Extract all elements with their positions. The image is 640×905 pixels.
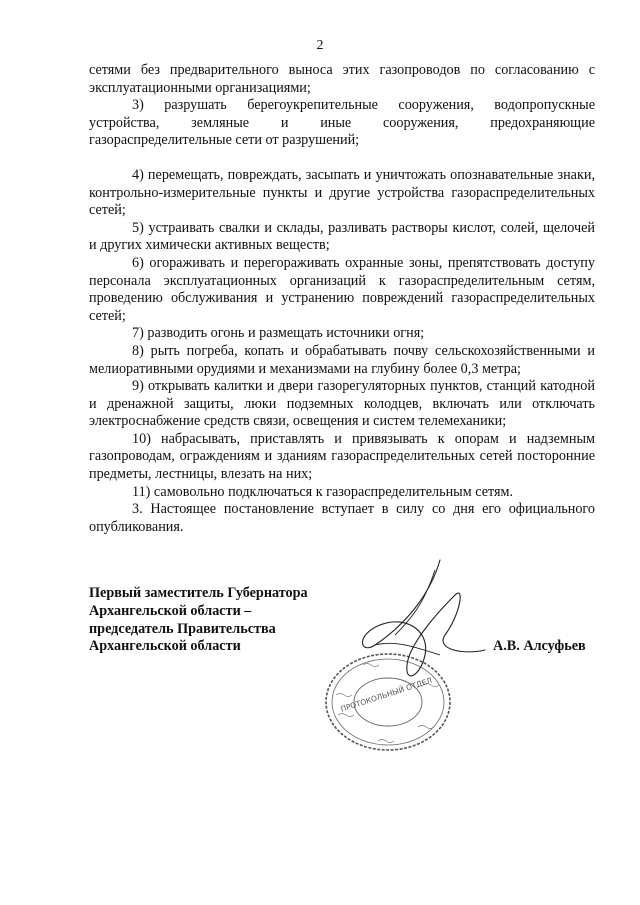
- paragraph-continuation: сетями без предварительного выноса этих газопроводов по согласованию с эксплуатационными организациями;: [89, 62, 595, 96]
- paragraph-item-4: 4) перемещать, повреждать, засыпать и уничтожать опознавательные знаки, контрольно-измерительные пункты и другие устройства газораспределительных сетей;: [89, 166, 595, 219]
- paragraph-item-7: 7) разводить огонь и размещать источники огня;: [132, 325, 425, 342]
- paragraph-item-5: 5) устраивать свалки и склады, разливать растворы кислот, солей, щелочей и других химически активных веществ;: [89, 219, 595, 254]
- signatory-name: А.В. Алсуфьев: [493, 638, 586, 654]
- paragraph-item-3: 3) разрушать берегоукрепительные сооружения, водопропускные устройства, земляные и иные сооружения, предохраняющие газораспределительные сети от разрушений;: [89, 97, 595, 149]
- paragraph-item-8: 8) рыть погреба, копать и обрабатывать почву сельскохозяйственными и мелиоративными орудиями и механизмами на глубину более 0,3 метра;: [89, 342, 595, 377]
- paragraph-item-10: 10) набрасывать, приставлять и привязывать к опорам и надземным газопроводам, ограждениям и зданиям газораспределительных сетей посторонние предметы, лестницы, влезать на них;: [89, 430, 595, 483]
- paragraph-item-6: 6) огораживать и перегораживать охранные зоны, препятствовать доступу персонала эксплуатационных организаций к газораспределительным сетям, проведению обслуживания и устранению повреждений газораспределительных сетей;: [89, 254, 595, 324]
- signature: [335, 555, 495, 690]
- signatory-title-line: председатель Правительства: [89, 620, 276, 637]
- paragraph-item-11: 11) самовольно подключаться к газораспределительным сетям.: [132, 483, 514, 500]
- signatory-title: [89, 585, 308, 656]
- seal-text: ПРОТОКОЛЬНЫЙ ОТДЕЛ: [339, 675, 434, 714]
- paragraph-clause-3: 3. Настоящее постановление вступает в силу со дня его официального опубликования.: [89, 501, 595, 535]
- paragraph-item-9: 9) открывать калитки и двери газорегуляторных пунктов, станций катодной и дренажной защиты, люки подземных колодцев, включать или отключать электроснабжение средств связи, освещения и систем телемеханики;: [89, 378, 595, 430]
- signatory-title-line: Первый заместитель Губернатора: [89, 585, 308, 601]
- page-number: 2: [316, 38, 324, 53]
- signatory-title-line: Архангельской области –: [89, 602, 252, 619]
- signatory-title-line: Архангельской области: [89, 638, 241, 655]
- body-text: [89, 62, 595, 536]
